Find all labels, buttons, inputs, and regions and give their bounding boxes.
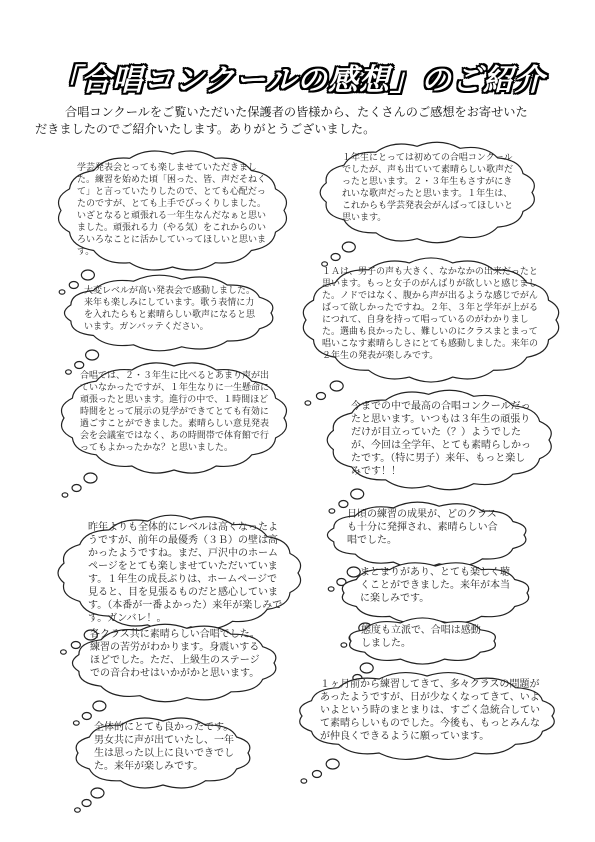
thought-bubble-dot [328,587,334,591]
thought-bubble-dot [93,701,106,711]
thought-bubble-dot [326,759,339,769]
comment-text: 今までの中で最高の合唱コンクールだったと思います。いつもは３年生の頑張りだけが目立っていた（？）ようでしたが、今回は全学年、とても素晴らしかったです。（特に男子）来年、もっと楽しみです！！ [351,401,531,477]
thought-bubble-dot [91,788,104,798]
page-title: 「合唱コンクールの感想」のご紹介 [50,63,545,98]
comment-text: 大変レベルが高い発表会で感動しました。来年も楽しみにしています。歌う表情に力を入れたらもと素晴らしい歌声になると思います。ガンバッテください。 [84,286,256,332]
comment-cloud [70,622,280,704]
thought-bubble-dot [82,800,91,807]
comment-text: １年生にとっては初めての合唱コンクールでしたが、声も出ていて素晴らしい歌声だったと思います。２・３年生もさすがにきれいな歌声だったと思います。１年生は、これからも学芸発表会がんばってほしいと思います。 [342,153,514,223]
thought-bubble-dot [351,489,364,499]
comment-cloud [56,513,304,633]
comment-text: １Ａは、男子の声も大きく、なかなかの出来だったと思います。もっと女子のがんばりが欲しいと感じました。ノドではなく、腹から声が出るような感じでがんばって欲しかったですね。２年、３年と学年が上がるにつれて、自身を持って唱っているのがわかりました。選曲も良かったし、難しいのにクラスまとまって唱いこなす素晴らしさにとても感動しました。来年の２年生の発表が楽しみです。 [322,267,539,361]
comment-text: 態度も立派で、合唱は感動しました。 [361,625,481,649]
thought-bubble-dot [61,650,67,654]
thought-bubble-dot [62,493,68,497]
comment-text: １ヶ月前から練習してきて、多々クラスの問題があったようですが、日が少なくなってきて、いよいよという時のまとまりは、すごく急統合していて素晴らしいものでした。今後も、もっとみんなが仲良くできるように願っています。 [320,679,540,742]
comment-cloud [62,273,277,353]
thought-bubble-dot [75,808,81,812]
comment-cloud [296,670,558,762]
thought-bubble-dot [86,350,99,360]
comment-text: 各クラス共に素晴らしい合唱でした。練習の苦労がわかります。身震いするほどでした。ただ、上級生のステージでの音合わせはいかがかと思います。 [90,629,260,679]
intro-line-1: 合唱コンクールをご覧いただいた保護者の皆様から、たくさんのご感想をお寄せいた [65,105,528,119]
intro-line-2: だきましたのでご紹介いたします。ありがとうございました。 [35,122,376,136]
comment-text: 全体的にとても良かったです。男女共に声が出ていたし、一年生は思った以上に良いできでした。来年が楽しみです。 [94,722,234,772]
comment-text: 日頃の練習の成果が、どのクラスも十分に発揮され、素晴らしい合唱でした。 [347,509,498,546]
thought-bubble-dot [301,779,307,783]
thought-bubble-dot [342,242,355,252]
comment-text: まとまりがあり、とても楽しく聴くことができました。来年が本当に楽しみです。 [360,567,510,604]
thought-bubble-dot [72,485,81,492]
comment-cloud [58,360,290,476]
thought-bubble-dot [305,401,311,405]
intro-paragraph [35,104,565,138]
comment-text: 合唱では、２・３年生に比べるとあまり声が出ていなかったですが、１年生なりに一生懸命に頑張ったと思います。進行の中で、１時間ほど時間をとって展示の見学ができてとても有効に過ごすことができました。素晴らしい意見発表会を会議室ではなく、あの時間帯で体育館で行ってもよかったかな？と思いました。 [80,371,270,453]
comment-text: 昨年よりも全体的にレベルは高くなったようですが、前年の最優秀（３Ｂ）の壁は高かったようですね。まだ、戸沢中のホームページをとても楽しませていただいています。１年生の成長ぶりは、ホームページで見ると、目を見張るものだと感心しています。（本番が一番よかった）来年が楽しみです。ガンバレ！。 [88,522,283,624]
comment-cloud [55,148,290,273]
thought-bubble-dot [84,473,97,483]
comment-cloud [325,388,555,492]
comment-cloud [345,616,500,666]
thought-bubble-dot [312,771,321,778]
comment-cloud [318,140,538,245]
comment-cloud [72,715,254,791]
comment-text: 学芸発表会とっても楽しませていただきました。練習を始めた頃「困った、皆、声だそねくて」と言っていたりしたので、とても心配だったのですが、とても上手でびっくりしました。いざとなると頑張れる一年生なんだなぁと思いました。頑張れる力（やる気）をこれからのいろいろなことに活かしていってほしいと思います。 [77,163,267,257]
comment-cloud [300,256,562,384]
